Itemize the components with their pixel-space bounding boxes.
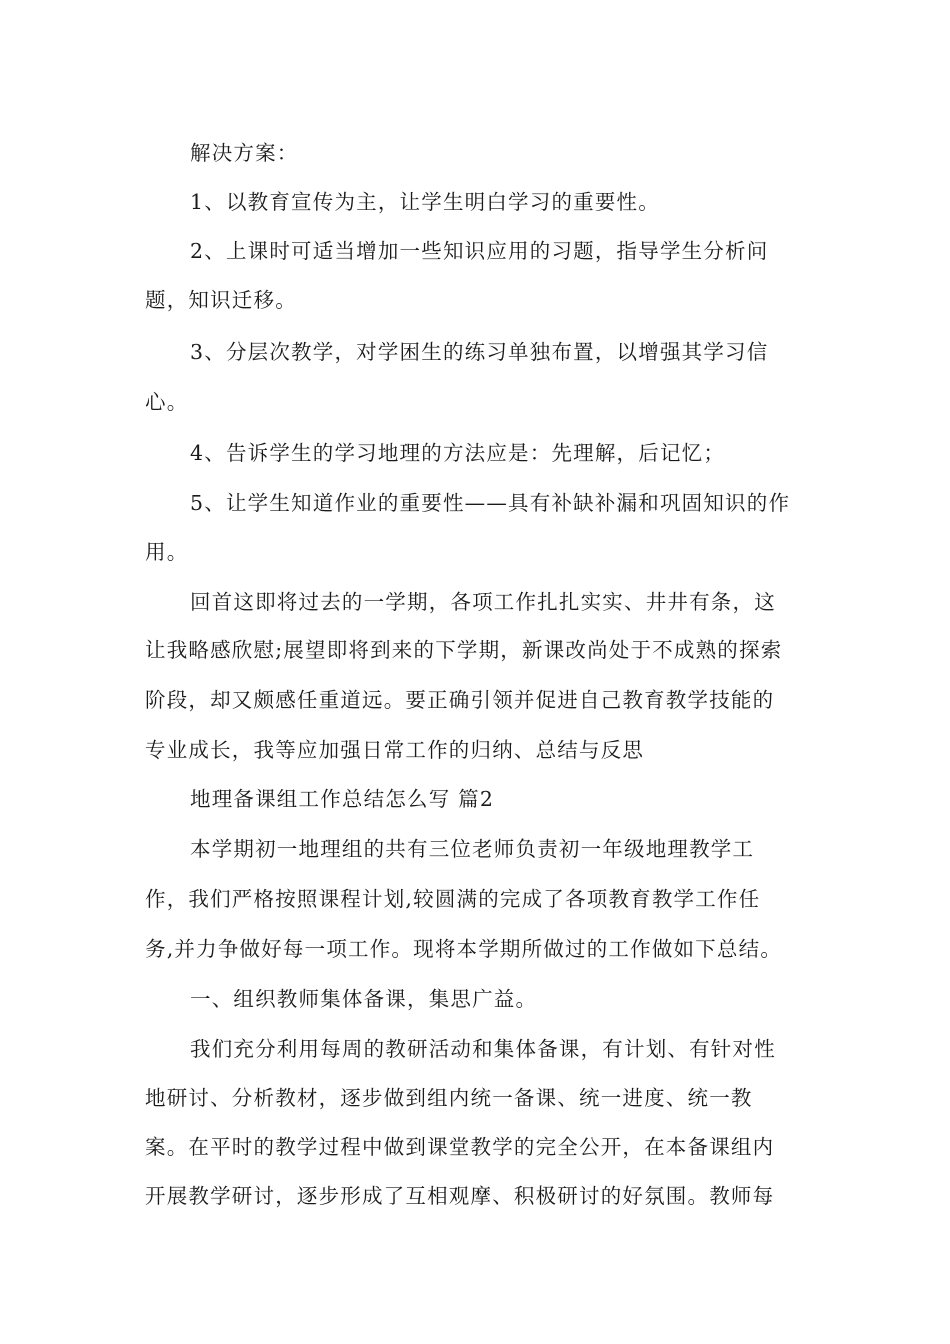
section-title: 地理备课组工作总结怎么写 篇2 (190, 787, 495, 811)
solution-heading: 解决方案： (190, 141, 299, 165)
paragraph-line: 阶段，却又颇感任重道远。要正确引领并促进自己教育教学技能的 (145, 688, 775, 712)
paragraph-line: 本学期初一地理组的共有三位老师负责初一年级地理教学工 (190, 837, 755, 861)
paragraph-line: 作，我们严格按照课程计划,较圆满的完成了各项教育教学工作任 (145, 887, 761, 911)
paragraph-line: 3、分层次教学，对学困生的练习单独布置，以增强其学习信 (190, 340, 769, 364)
paragraph-line: 案。在平时的教学过程中做到课堂教学的完全公开，在本备课组内 (145, 1135, 775, 1159)
paragraph-line: 我们充分利用每周的教研活动和集体备课，有计划、有针对性 (190, 1037, 776, 1061)
paragraph-line: 务,并力争做好每一项工作。现将本学期所做过的工作做如下总结。 (145, 937, 783, 961)
subsection-heading: 一、组织教师集体备课，集思广益。 (190, 987, 538, 1011)
paragraph-line: 专业成长，我等应加强日常工作的归纳、总结与反思 (145, 738, 645, 762)
paragraph-line: 用。 (145, 540, 189, 564)
paragraph-line: 心。 (145, 390, 189, 414)
paragraph-line: 4、告诉学生的学习地理的方法应是：先理解，后记忆； (190, 441, 726, 465)
paragraph-line: 让我略感欣慰;展望即将到来的下学期，新课改尚处于不成熟的探索 (145, 638, 783, 662)
paragraph-line: 2、上课时可适当增加一些知识应用的习题，指导学生分析问 (190, 239, 769, 263)
paragraph-line: 开展教学研讨，逐步形成了互相观摩、积极研讨的好氛围。教师每 (145, 1184, 775, 1208)
paragraph-line: 5、让学生知道作业的重要性——具有补缺补漏和巩固知识的作 (190, 491, 791, 515)
paragraph-line: 1、以教育宣传为主，让学生明白学习的重要性。 (190, 190, 660, 214)
paragraph-line: 地研讨、分析教材，逐步做到组内统一备课、统一进度、统一教 (145, 1086, 753, 1110)
paragraph-line: 回首这即将过去的一学期，各项工作扎扎实实、井井有条，这 (190, 590, 776, 614)
paragraph-line: 题，知识迁移。 (145, 288, 297, 312)
